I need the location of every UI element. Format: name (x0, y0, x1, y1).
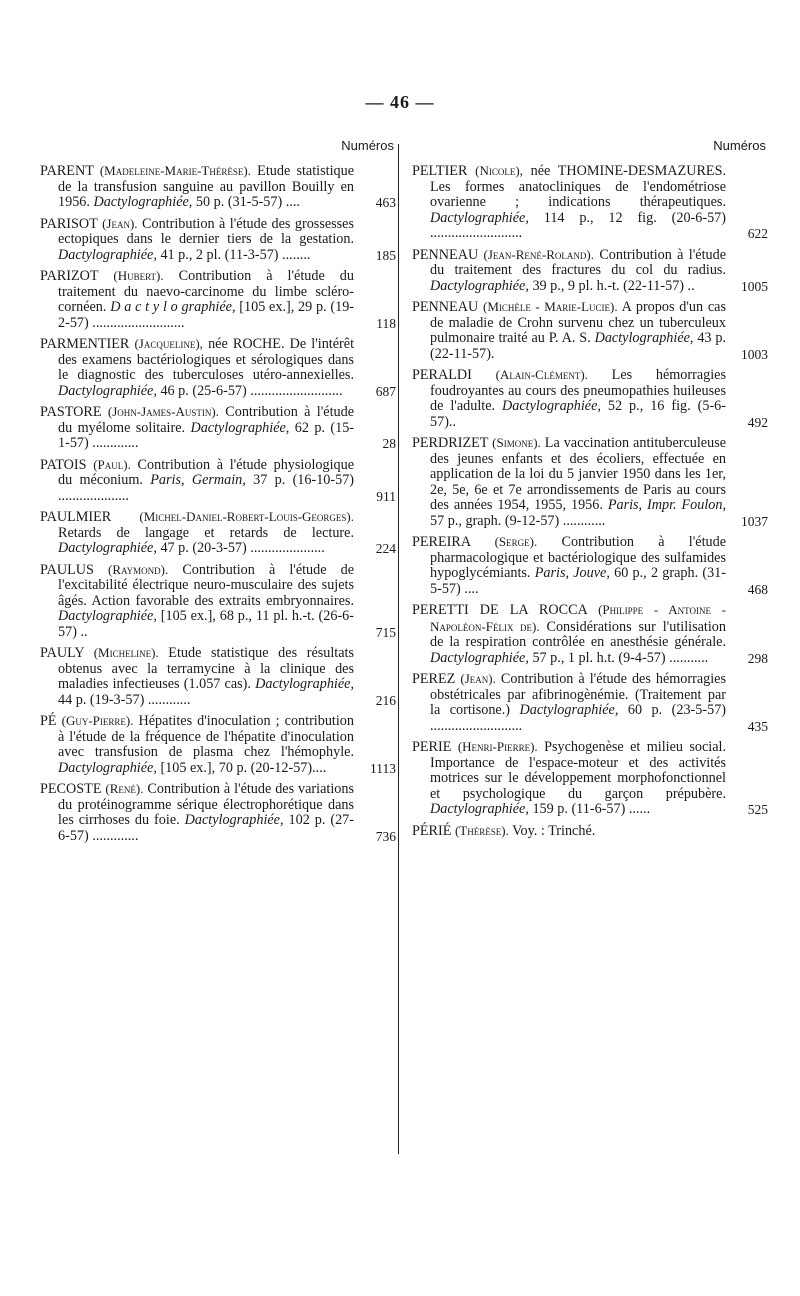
publication-form: Dactylographiée, (430, 209, 529, 226)
author-surname: PÉ (40, 713, 57, 729)
author-given-names: (Thérèse). (454, 822, 509, 838)
index-entry (40, 457, 396, 505)
entry-list (412, 163, 768, 839)
author-surname: PERALDI (412, 367, 472, 383)
publication-details: 114 p., 12 fig. (20-6-57) .......................... (430, 209, 726, 241)
index-entry (412, 739, 768, 818)
thesis-title: Contribution à l'étude pharmacologique et bactériologique des sulfamides hypoglycémiants. (430, 534, 727, 581)
index-entry (40, 562, 396, 641)
column-header: Numéros (713, 138, 766, 153)
thesis-title: née ROCHE. De l'intérêt des examens bactériologiques et sérologiques dans le diagnostic des tuberculoses utéro-annexielles. (58, 336, 355, 383)
entry-number: 525 (747, 802, 768, 817)
index-entry (40, 781, 396, 844)
entry-number: 1005 (741, 278, 768, 294)
index-entry (40, 713, 396, 776)
left-column (40, 138, 396, 849)
index-entry (40, 645, 396, 708)
thesis-title: Voy. : Trinché. (512, 822, 596, 839)
thesis-title: Psychogenèse et milieu social. Importance de l'espace-moteur et des activités motrices sur le développement morphofonctionnel et psychologique du garçon prépubère. (430, 739, 727, 802)
publication-details: 47 p. (20-3-57) ..................... (160, 540, 325, 556)
thesis-title: née THOMINE-DESMAZURES. Les formes anatocliniques de l'endométriose ovarienne ; indications thérapeutiques. (430, 163, 727, 210)
author-surname: PÉRIÉ (412, 822, 452, 839)
author-given-names: (Jean). (460, 671, 496, 686)
index-entry (412, 671, 768, 734)
publication-details: 46 p. (25-6-57) .......................... (160, 382, 343, 399)
publication-details: 44 p. (19-3-57) ............ (58, 691, 191, 708)
author-surname: PENNEAU (412, 246, 479, 263)
entry-body (412, 534, 726, 597)
publication-form: Dactylographiée, (58, 608, 157, 624)
author-given-names: (Raymond). (107, 561, 169, 577)
author-given-names: (Alain-Clément). (495, 367, 588, 382)
entry-number: 224 (375, 541, 396, 556)
entry-number: 622 (747, 226, 768, 241)
thesis-title: Contribution à l'étude de l'excitabilité électrique neuro-musculaire des sujets âgés. Action favorable des extraits embryonnaires. (58, 561, 355, 609)
thesis-title: Considérations sur l'utilisation de la respiration contrôlée en anesthésie générale. (430, 618, 726, 650)
publication-form: Dactylographiée, (184, 812, 284, 828)
publication-form: Paris, Germain, (150, 472, 246, 488)
publication-details: [105 ex.], 68 p., 11 pl. h.-t. (26-6-57) .. (58, 608, 354, 640)
thesis-title: Contribution à l'étude physiologique du méconium. (58, 456, 355, 488)
entry-number: 298 (747, 650, 768, 666)
index-entry (412, 602, 768, 666)
publication-form: Dactylographiée, (190, 419, 290, 436)
publication-details: 159 p. (11-6-57) ...... (532, 801, 651, 817)
publication-details: [105 ex.], 70 p. (20-12-57).... (160, 759, 327, 776)
publication-details: 60 p., 2 graph. (31-5-57) .... (430, 565, 726, 597)
publication-details: 102 p. (27-6-57) ............. (58, 812, 354, 844)
author-given-names: (Jacqueline), (134, 336, 203, 351)
author-surname: PATOIS (40, 456, 87, 473)
index-entry (40, 216, 396, 264)
publication-details: 43 p. (22-11-57). (430, 330, 727, 362)
entry-body (40, 645, 354, 708)
publication-form: Dactylographiée, (594, 330, 694, 346)
index-entry (40, 163, 396, 211)
thesis-title: La vaccination antituberculeuse des jeunes enfants et des écoliers, effectuée en application de la loi du 5 janvier 1950 dans les 1er, 2e, 5e, 6e et 7e arrondissements de Paris au cours des années 1954, 1955, 1956. (430, 435, 727, 513)
author-surname: PAULUS (40, 561, 94, 578)
page-number: — 46 — (365, 92, 435, 112)
entry-number: 1003 (741, 346, 768, 362)
author-given-names: (Jean). (102, 215, 138, 231)
author-surname: PERIE (412, 739, 452, 755)
author-surname: PARENT (40, 163, 94, 179)
publication-details: 57 p., graph. (9-12-57) ............ (430, 512, 606, 529)
index-entry (40, 404, 396, 452)
entry-number: 911 (376, 488, 396, 504)
publication-details: 39 p., 9 pl. h.-t. (22-11-57) .. (532, 277, 695, 294)
entry-body (412, 739, 726, 818)
index-entry (412, 823, 768, 840)
author-given-names: (Nicole), (475, 163, 523, 178)
entry-number: 1113 (370, 760, 396, 776)
entry-body (412, 823, 762, 840)
publication-form: Paris, Jouve, (534, 565, 610, 581)
author-surname: PENNEAU (412, 299, 479, 315)
publication-form: Dactylographiée, (255, 676, 354, 692)
publication-form: Dactylographiée, (430, 649, 529, 666)
author-given-names: (Philippe - Antoine - Napoléon-Félix de). (430, 602, 727, 634)
entry-number: 1037 (741, 513, 768, 529)
entry-body (40, 781, 354, 844)
thesis-title: Contribution à l'étude du myélome solitaire. (58, 404, 354, 436)
entry-body (40, 562, 354, 641)
publication-form: Dactylographiée, (58, 246, 157, 263)
author-surname: PARIZOT (40, 268, 99, 284)
entry-number: 492 (747, 414, 768, 430)
thesis-title: Etude statistique des résultats obtenus avec la terramycine à la clinique des maladies infectieuses (1.057 cas). (58, 645, 355, 692)
author-given-names: (Paul). (93, 456, 131, 472)
index-entry (412, 435, 768, 529)
thesis-title: Contribution à l'étude des hémorragies obstétricales par afibrinogènémie. (Traitement par la cortisone.) (430, 671, 726, 718)
publication-form: Dactylographiée, (93, 194, 193, 210)
index-entry (412, 163, 768, 242)
author-given-names: (Simone). (492, 435, 541, 450)
publication-details: 62 p. (15-1-57) ............. (58, 419, 355, 451)
entry-body (412, 671, 726, 734)
author-surname: PEREIRA (412, 534, 471, 550)
publication-form: Dactylographiée, (502, 398, 601, 414)
entry-body (40, 336, 354, 399)
author-given-names: (Hubert). (113, 268, 164, 283)
author-given-names: (John-James-Austin). (107, 404, 219, 419)
entry-number: 736 (375, 828, 396, 844)
publication-form: Dactylographiée, (519, 702, 619, 718)
entry-number: 435 (747, 718, 768, 734)
thesis-title: Retards de langage et retards de lecture. (58, 524, 354, 541)
publication-form: Dactylographiée, (58, 540, 157, 556)
publication-form: Dactylographiée, (430, 801, 529, 817)
author-surname: PECOSTE (40, 781, 102, 797)
thesis-title: Contribution à l'étude des variations du protéinogramme sérique électrophorétique dans les cirrhoses du foie. (58, 781, 354, 828)
publication-form: Dactylographiée, (430, 277, 529, 294)
thesis-title: Contribution à l'étude des grossesses ectopiques dans le dernier tiers de la gestation. (58, 215, 355, 247)
index-entry (412, 247, 768, 295)
thesis-title: Les hémorragies foudroyantes au cours des pneumopathies huileuses de l'adulte. (430, 367, 727, 414)
thesis-title: A propos d'un cas de maladie de Crohn survenu chez un tuberculeux pulmonaire traité au P. A. S. (430, 299, 726, 346)
author-surname: PAULY (40, 645, 85, 661)
entry-body (412, 435, 726, 529)
entry-body (40, 163, 354, 211)
publication-form: Paris, Impr. Foulon, (607, 497, 726, 513)
author-surname: PASTORE (40, 404, 102, 420)
index-entry (40, 336, 396, 399)
publication-details: 50 p. (31-5-57) .... (195, 194, 300, 210)
author-given-names: (Jean-René-Roland). (483, 246, 595, 262)
entry-list (40, 163, 396, 844)
entry-body (412, 602, 726, 666)
index-entry (40, 509, 396, 557)
author-given-names: (Serge). (494, 534, 538, 549)
entry-number: 28 (382, 436, 396, 451)
thesis-title: Etude statistique de la transfusion sanguine au pavillon Bouilly en 1956. (58, 163, 355, 210)
column-divider (398, 144, 399, 1154)
author-given-names: (Madeleine-Marie-Thérèse). (99, 163, 251, 178)
right-column (412, 138, 768, 844)
entry-body (40, 457, 354, 505)
publication-details: 52 p., 16 fig. (5-6-57).. (430, 398, 727, 430)
author-given-names: (Michèle - Marie-Lucie). (483, 299, 618, 314)
publication-details: [105 ex.], 29 p. (19-2-57) .......................... (58, 299, 355, 331)
publication-form: D a c t y l o graphiée, (110, 299, 236, 315)
author-surname: PELTIER (412, 163, 468, 179)
author-given-names: (Henri-Pierre). (457, 739, 538, 754)
author-surname: PEREZ (412, 671, 456, 687)
index-entry (412, 299, 768, 362)
thesis-title: Contribution à l'étude du traitement du naevo-carcinome du limbe scléro-cornéen. (58, 268, 354, 315)
thesis-title: Contribution à l'étude du traitement des fractures du col du radius. (430, 246, 727, 278)
index-entry (412, 534, 768, 597)
entry-number: 216 (375, 692, 396, 708)
publication-form: Dactylographiée, (58, 382, 157, 399)
publication-form: Dactylographiée, (58, 759, 157, 776)
entry-number: 715 (375, 624, 396, 640)
author-surname: PERETTI DE LA ROCCA (412, 602, 588, 618)
author-given-names: (Michel-Daniel-Robert-Louis-Georges). (139, 509, 354, 524)
entry-body (412, 299, 726, 362)
thesis-title: Hépatites d'inoculation ; contribution à l'étude de la fréquence de l'hépatite d'inoculation avec transfusion de plasma chez l'hémophyle. (58, 713, 354, 760)
publication-details: 37 p. (16-10-57) .................... (58, 472, 355, 504)
publication-details: 60 p. (23-5-57) .......................... (430, 702, 727, 734)
entry-body (40, 404, 354, 452)
entry-body (40, 268, 354, 331)
entry-body (40, 713, 354, 776)
entry-number: 118 (376, 315, 396, 331)
entry-number: 463 (375, 195, 396, 210)
publication-details: 41 p., 2 pl. (11-3-57) ........ (160, 246, 311, 263)
index-entry (40, 268, 396, 331)
author-given-names: (René). (105, 781, 144, 796)
author-given-names: (Micheline). (93, 645, 159, 660)
author-surname: PERDRIZET (412, 435, 489, 451)
entry-body (412, 163, 726, 242)
author-given-names: (Guy-Pierre). (61, 713, 134, 728)
entry-body (412, 367, 726, 430)
index-entry (412, 367, 768, 430)
entry-body (412, 247, 726, 295)
entry-number: 687 (375, 383, 396, 399)
entry-number: 185 (375, 247, 396, 263)
entry-body (40, 509, 354, 557)
author-surname: PARISOT (40, 215, 98, 232)
publication-details: 57 p., 1 pl. h.t. (9-4-57) ........... (532, 649, 709, 666)
author-surname: PAULMIER (40, 509, 112, 525)
entry-number: 468 (747, 581, 768, 597)
author-surname: PARMENTIER (40, 336, 130, 352)
column-header: Numéros (341, 138, 394, 153)
entry-body (40, 216, 354, 264)
